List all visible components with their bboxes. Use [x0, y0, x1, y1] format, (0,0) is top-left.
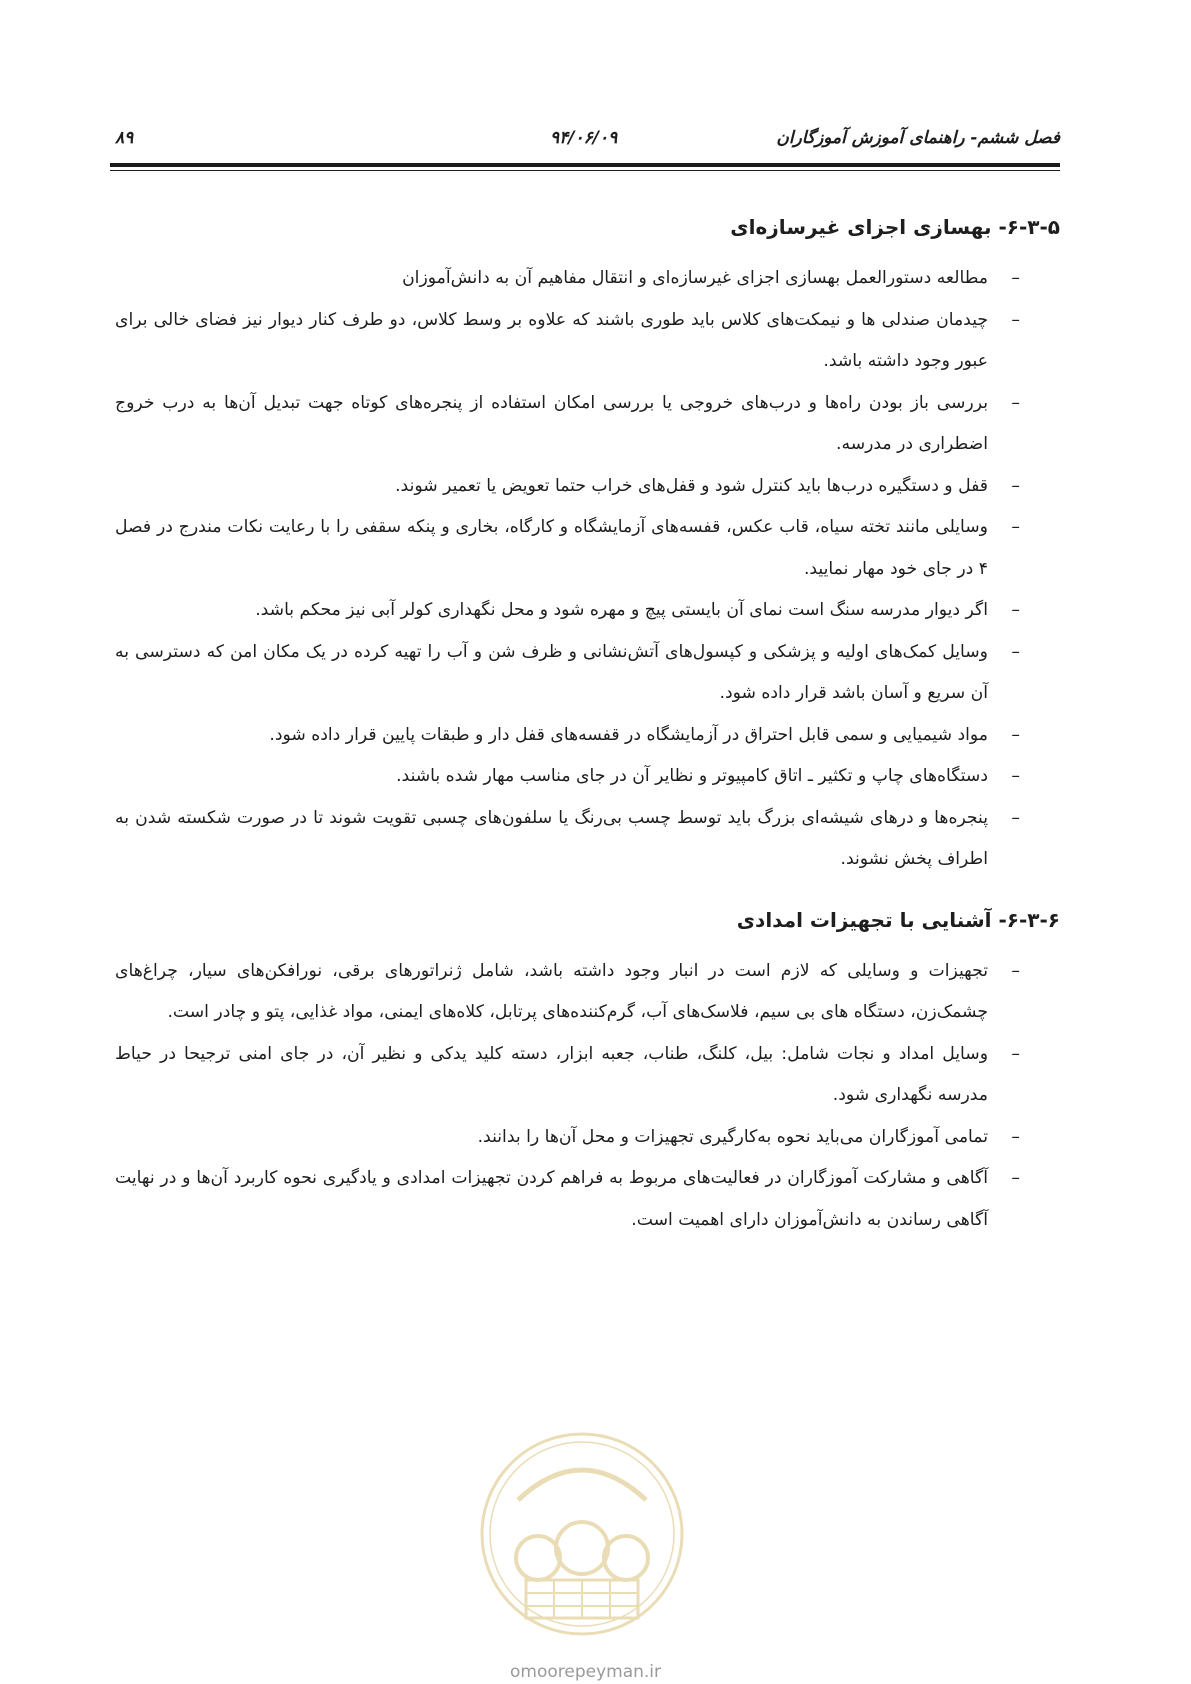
bullet-dash: –	[1011, 600, 1020, 620]
list-item-text: مواد شیمیایی و سمی قابل احتراق در آزمایشگاه در قفسه‌های قفل دار و طبقات پایین قرار داده شود.	[269, 724, 988, 745]
list-item	[115, 756, 1060, 798]
list-item-text: وسایل کمک‌های اولیه و پزشکی و کپسول‌های آتش‌نشانی و ظرف شن و آب را تهیه کرده در یک مکان امن که دسترسی به آن سریع و آسان باشد قرار داده شود.	[115, 641, 988, 703]
list-item-text: چیدمان صندلی ها و نیمکت‌های کلاس باید طوری باشند که علاوه بر وسط کلاس، دو طرف کنار دیوار نیز فضای خالی برای عبور وجود داشته باشد.	[115, 309, 988, 371]
chapter-title: فصل ششم- راهنمای آموزش آموزگاران	[776, 128, 1060, 148]
bullet-dash: –	[1011, 475, 1020, 496]
list-item	[115, 1034, 1060, 1117]
list-item-text: وسایلی مانند تخته سیاه، قاب عکس، قفسه‌های آزمایشگاه و کارگاه، بخاری و پنکه سقفی را با رعایت نکات مندرج در فصل ۴ در جای خود مهار نمایید.	[115, 517, 988, 579]
list-item-text: دستگاه‌های چاپ و تکثیر ـ اتاق کامپیوتر و نظایر آن در جای مناسب مهار شده باشند.	[396, 766, 988, 786]
bullet-dash: –	[1011, 724, 1020, 745]
bullet-dash: –	[1011, 641, 1020, 662]
bullet-dash: –	[1011, 1043, 1020, 1064]
list-item	[115, 590, 1060, 632]
list-item	[115, 300, 1060, 383]
page-number: ۸۹	[115, 128, 134, 148]
bullet-dash: –	[1011, 309, 1020, 330]
watermark-site-url: omoorepeyman.ir	[510, 1662, 662, 1682]
section-heading: ۶-۳-۵- بهسازی اجزای غیرسازه‌ای	[730, 215, 1060, 239]
list-item	[115, 507, 1060, 590]
list-item	[115, 798, 1060, 881]
list-item	[115, 1117, 1060, 1159]
bullet-dash: –	[1011, 517, 1020, 537]
list-item	[115, 466, 1060, 508]
list-item-text: پنجره‌ها و درهای شیشه‌ای بزرگ باید توسط چسب بی‌رنگ یا سلفون‌های چسبی تقویت شوند تا در صورت شکسته شدن به اطراف پخش نشوند.	[115, 807, 988, 869]
bullet-dash: –	[1011, 807, 1020, 828]
bullet-dash: –	[1011, 766, 1020, 786]
header-rule-thick	[110, 163, 1060, 167]
list-item-text: قفل و دستگیره درب‌ها باید کنترل شود و قفل‌های خراب حتما تعویض یا تعمیر شوند.	[395, 475, 988, 496]
bullet-dash: –	[1011, 960, 1020, 981]
list-item-text: آگاهی و مشارکت آموزگاران در فعالیت‌های مربوط به فراهم کردن تجهیزات امدادی و یادگیری نحوه کاربرد آن‌ها و در نهایت آگاهی رساندن به دانش‌آموزان دارای اهمیت است.	[115, 1168, 988, 1230]
list-item	[115, 258, 1060, 300]
section-heading: ۶-۳-۶- آشنایی با تجهیزات امدادی	[736, 907, 1060, 932]
bullet-list	[115, 951, 1060, 1242]
bullet-dash: –	[1011, 1168, 1020, 1188]
list-item-text: بررسی باز بودن راه‌ها و درب‌های خروجی یا بررسی امکان استفاده از پنجره‌های کوتاه جهت تبدیل آن‌ها به درب خروج اضطراری در مدرسه.	[115, 392, 988, 454]
page-header	[110, 128, 1060, 158]
bullet-dash: –	[1011, 392, 1020, 413]
list-item-text: وسایل امداد و نجات شامل: بیل، کلنگ، طناب، جعبه ابزار، دسته کلید یدکی و نظیر آن، در جای امنی ترجیحا در حیاط مدرسه نگهداری شود.	[115, 1043, 988, 1105]
list-item-text: تمامی آموزگاران می‌باید نحوه به‌کارگیری تجهیزات و محل آن‌ها را بدانند.	[477, 1126, 988, 1147]
list-item	[115, 1158, 1060, 1241]
list-item-text: تجهیزات و وسایلی که لازم است در انبار وجود داشته باشد، شامل ژنراتورهای برقی، نورافکن‌های سیار، چراغ‌های چشمک‌زن، دستگاه های بی سیم، فلاسک‌های آب، گرم‌کننده‌های پرتابل، کلاه‌های ایمنی، مواد غذایی، پتو و چادر است.	[115, 960, 988, 1022]
bullet-dash: –	[1011, 1126, 1020, 1147]
header-date: ۹۴/۰۶/۰۹	[550, 128, 618, 148]
page-body	[115, 210, 1060, 1241]
watermark-logo-icon	[478, 1430, 686, 1638]
list-item	[115, 632, 1060, 715]
list-item-text: اگر دیوار مدرسه سنگ است نمای آن بایستی پیچ و مهره شود و محل نگهداری کولر آبی نیز محکم باشد.	[255, 600, 988, 620]
header-rule-thin	[110, 170, 1060, 171]
bullet-dash: –	[1011, 268, 1020, 288]
list-item-text: مطالعه دستورالعمل بهسازی اجزای غیرسازه‌ای و انتقال مفاهیم آن به دانش‌آموزان	[402, 268, 988, 288]
bullet-list	[115, 258, 1060, 881]
list-item	[115, 715, 1060, 757]
list-item	[115, 951, 1060, 1034]
list-item	[115, 383, 1060, 466]
